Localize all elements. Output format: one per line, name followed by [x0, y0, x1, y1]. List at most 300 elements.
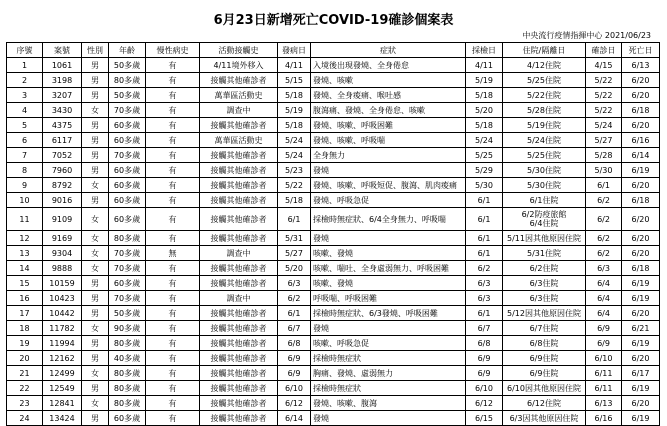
death-date-cell: 6/20 [622, 73, 660, 88]
exposure-history-cell: 接觸其他確診者 [200, 148, 278, 163]
case-number-cell: 12549 [43, 381, 82, 396]
serial-cell: 14 [7, 261, 43, 276]
sex-cell: 女 [82, 396, 109, 411]
onset-date-cell: 5/18 [278, 88, 311, 103]
onset-date-cell: 5/24 [278, 148, 311, 163]
test-date-cell: 6/1 [466, 193, 503, 208]
symptoms-cell: 腹瀉痛、發燒、全身倦怠、咳嗽 [311, 103, 466, 118]
symptoms-cell: 發燒、全身痠痛、喉吐感 [311, 88, 466, 103]
symptoms-cell: 胸痛、發燒、虛弱無力 [311, 366, 466, 381]
death-date-cell: 6/20 [622, 351, 660, 366]
onset-date-cell: 5/18 [278, 193, 311, 208]
age-cell: 60多歲 [109, 208, 146, 231]
symptoms-cell: 全身無力 [311, 148, 466, 163]
age-cell: 80多歲 [109, 381, 146, 396]
serial-cell: 16 [7, 291, 43, 306]
confirmed-date-cell: 4/15 [586, 58, 622, 73]
test-date-cell: 6/7 [466, 321, 503, 336]
table-row [7, 276, 660, 291]
admission-cell: 6/8住院 [503, 336, 586, 351]
admission-cell: 6/2住院 [503, 261, 586, 276]
sex-cell: 男 [82, 381, 109, 396]
admission-cell: 6/9住院 [503, 366, 586, 381]
case-number-cell: 12499 [43, 366, 82, 381]
exposure-history-cell: 萬華區活動史 [200, 88, 278, 103]
confirmed-date-cell: 5/22 [586, 103, 622, 118]
symptoms-cell: 發燒、咳嗽、呼吸困難 [311, 118, 466, 133]
admission-cell: 5/19住院 [503, 118, 586, 133]
age-cell: 80多歲 [109, 366, 146, 381]
exposure-history-cell: 接觸其他確診者 [200, 411, 278, 426]
death-date-cell: 6/18 [622, 261, 660, 276]
death-date-cell: 6/20 [622, 208, 660, 231]
admission-cell: 5/31住院 [503, 246, 586, 261]
admission-cell: 5/12因其他原因住院 [503, 306, 586, 321]
exposure-history-cell: 接觸其他確診者 [200, 321, 278, 336]
chronic-disease-cell: 有 [146, 381, 200, 396]
sex-cell: 男 [82, 58, 109, 73]
test-date-cell: 6/10 [466, 381, 503, 396]
header-cell: 死亡日 [622, 43, 660, 58]
chronic-disease-cell: 有 [146, 88, 200, 103]
serial-cell: 19 [7, 336, 43, 351]
table-row [7, 208, 660, 231]
chronic-disease-cell: 有 [146, 306, 200, 321]
sex-cell: 男 [82, 163, 109, 178]
exposure-history-cell: 接觸其他確診者 [200, 396, 278, 411]
chronic-disease-cell: 有 [146, 231, 200, 246]
death-date-cell: 6/20 [622, 396, 660, 411]
chronic-disease-cell: 有 [146, 336, 200, 351]
header-cell: 確診日 [586, 43, 622, 58]
confirmed-date-cell: 6/2 [586, 208, 622, 231]
confirmed-date-cell: 6/11 [586, 366, 622, 381]
confirmed-date-cell: 6/4 [586, 306, 622, 321]
onset-date-cell: 5/19 [278, 103, 311, 118]
table-row [7, 246, 660, 261]
case-number-cell: 6117 [43, 133, 82, 148]
case-number-cell: 3207 [43, 88, 82, 103]
case-number-cell: 9169 [43, 231, 82, 246]
admission-cell: 5/30住院 [503, 163, 586, 178]
case-number-cell: 10159 [43, 276, 82, 291]
death-date-cell: 6/18 [622, 103, 660, 118]
table-row [7, 261, 660, 276]
serial-cell: 5 [7, 118, 43, 133]
test-date-cell: 6/3 [466, 276, 503, 291]
death-date-cell: 6/19 [622, 276, 660, 291]
death-date-cell: 6/20 [622, 118, 660, 133]
exposure-history-cell: 接觸其他確診者 [200, 381, 278, 396]
table-row [7, 148, 660, 163]
exposure-history-cell: 萬華區活動史 [200, 133, 278, 148]
header-cell: 活動接觸史 [200, 43, 278, 58]
age-cell: 60多歲 [109, 276, 146, 291]
serial-cell: 3 [7, 88, 43, 103]
chronic-disease-cell: 有 [146, 193, 200, 208]
death-date-cell: 6/19 [622, 291, 660, 306]
admission-cell: 5/22住院 [503, 88, 586, 103]
case-number-cell: 11994 [43, 336, 82, 351]
case-number-cell: 3198 [43, 73, 82, 88]
table-row [7, 381, 660, 396]
table-row [7, 118, 660, 133]
chronic-disease-cell: 有 [146, 411, 200, 426]
test-date-cell: 6/1 [466, 246, 503, 261]
case-number-cell: 4375 [43, 118, 82, 133]
symptoms-cell: 發燒 [311, 321, 466, 336]
sex-cell: 女 [82, 231, 109, 246]
confirmed-date-cell: 6/10 [586, 351, 622, 366]
confirmed-date-cell: 6/2 [586, 193, 622, 208]
onset-date-cell: 5/27 [278, 246, 311, 261]
confirmed-date-cell: 6/1 [586, 178, 622, 193]
exposure-history-cell: 4/11境外移入 [200, 58, 278, 73]
age-cell: 50多歲 [109, 88, 146, 103]
sex-cell: 男 [82, 148, 109, 163]
chronic-disease-cell: 有 [146, 396, 200, 411]
header-cell: 發病日 [278, 43, 311, 58]
age-cell: 60多歲 [109, 178, 146, 193]
age-cell: 60多歲 [109, 133, 146, 148]
header-cell: 案號 [43, 43, 82, 58]
table-row [7, 193, 660, 208]
table-row [7, 58, 660, 73]
table-row [7, 411, 660, 426]
confirmed-date-cell: 6/9 [586, 336, 622, 351]
confirmed-date-cell: 6/16 [586, 411, 622, 426]
table-row [7, 306, 660, 321]
death-date-cell: 6/16 [622, 133, 660, 148]
test-date-cell: 6/1 [466, 231, 503, 246]
test-date-cell: 6/1 [466, 306, 503, 321]
confirmed-date-cell: 5/24 [586, 118, 622, 133]
admission-cell: 6/3住院 [503, 276, 586, 291]
exposure-history-cell: 接觸其他確診者 [200, 276, 278, 291]
symptoms-cell: 發燒、呼吸急促 [311, 193, 466, 208]
sex-cell: 女 [82, 178, 109, 193]
symptoms-cell: 發燒 [311, 231, 466, 246]
onset-date-cell: 6/1 [278, 306, 311, 321]
exposure-history-cell: 調查中 [200, 103, 278, 118]
table-row [7, 321, 660, 336]
admission-cell: 6/2防疫旅館 6/4住院 [503, 208, 586, 231]
age-cell: 70多歲 [109, 291, 146, 306]
death-date-cell: 6/18 [622, 193, 660, 208]
age-cell: 80多歲 [109, 336, 146, 351]
sex-cell: 女 [82, 246, 109, 261]
confirmed-date-cell: 6/3 [586, 261, 622, 276]
confirmed-date-cell: 5/22 [586, 88, 622, 103]
onset-date-cell: 6/3 [278, 276, 311, 291]
serial-cell: 20 [7, 351, 43, 366]
death-date-cell: 6/17 [622, 366, 660, 381]
age-cell: 60多歲 [109, 163, 146, 178]
test-date-cell: 6/1 [466, 208, 503, 231]
chronic-disease-cell: 有 [146, 208, 200, 231]
onset-date-cell: 6/7 [278, 321, 311, 336]
admission-cell: 6/1住院 [503, 193, 586, 208]
serial-cell: 6 [7, 133, 43, 148]
serial-cell: 8 [7, 163, 43, 178]
exposure-history-cell: 接觸其他確診者 [200, 306, 278, 321]
serial-cell: 10 [7, 193, 43, 208]
onset-date-cell: 5/18 [278, 118, 311, 133]
onset-date-cell: 5/31 [278, 231, 311, 246]
chronic-disease-cell: 有 [146, 118, 200, 133]
admission-cell: 5/11因其他原因住院 [503, 231, 586, 246]
death-date-cell: 6/20 [622, 88, 660, 103]
chronic-disease-cell: 有 [146, 366, 200, 381]
table-row [7, 351, 660, 366]
serial-cell: 11 [7, 208, 43, 231]
table-row [7, 231, 660, 246]
table-row [7, 396, 660, 411]
onset-date-cell: 5/20 [278, 261, 311, 276]
exposure-history-cell: 接觸其他確診者 [200, 231, 278, 246]
header-cell: 性別 [82, 43, 109, 58]
admission-cell: 4/12住院 [503, 58, 586, 73]
chronic-disease-cell: 有 [146, 73, 200, 88]
exposure-history-cell: 接觸其他確診者 [200, 208, 278, 231]
test-date-cell: 6/3 [466, 291, 503, 306]
death-date-cell: 6/19 [622, 411, 660, 426]
serial-cell: 2 [7, 73, 43, 88]
case-number-cell: 8792 [43, 178, 82, 193]
admission-cell: 6/3因其他原因住院 [503, 411, 586, 426]
symptoms-cell: 咳嗽、發燒 [311, 276, 466, 291]
admission-cell: 5/25住院 [503, 148, 586, 163]
test-date-cell: 5/24 [466, 133, 503, 148]
test-date-cell: 6/2 [466, 261, 503, 276]
case-number-cell: 12162 [43, 351, 82, 366]
serial-cell: 21 [7, 366, 43, 381]
symptoms-cell: 採檢時無症狀 [311, 381, 466, 396]
header-cell: 慢性病史 [146, 43, 200, 58]
table-row [7, 366, 660, 381]
death-date-cell: 6/19 [622, 336, 660, 351]
death-date-cell: 6/20 [622, 231, 660, 246]
exposure-history-cell: 接觸其他確診者 [200, 261, 278, 276]
chronic-disease-cell: 有 [146, 276, 200, 291]
serial-cell: 22 [7, 381, 43, 396]
table-row [7, 133, 660, 148]
test-date-cell: 6/12 [466, 396, 503, 411]
sex-cell: 男 [82, 306, 109, 321]
case-number-cell: 1061 [43, 58, 82, 73]
age-cell: 70多歲 [109, 148, 146, 163]
case-number-cell: 9016 [43, 193, 82, 208]
case-number-cell: 11782 [43, 321, 82, 336]
chronic-disease-cell: 無 [146, 246, 200, 261]
header-cell: 住院/隔離日 [503, 43, 586, 58]
sex-cell: 女 [82, 321, 109, 336]
test-date-cell: 6/9 [466, 366, 503, 381]
header-cell: 年齡 [109, 43, 146, 58]
case-number-cell: 3430 [43, 103, 82, 118]
chronic-disease-cell: 有 [146, 163, 200, 178]
chronic-disease-cell: 有 [146, 291, 200, 306]
confirmed-date-cell: 6/9 [586, 321, 622, 336]
age-cell: 80多歲 [109, 73, 146, 88]
confirmed-date-cell: 5/30 [586, 163, 622, 178]
age-cell: 80多歲 [109, 231, 146, 246]
age-cell: 60多歲 [109, 193, 146, 208]
symptoms-cell: 咳嗽、發燒 [311, 246, 466, 261]
table-row [7, 73, 660, 88]
sex-cell: 男 [82, 118, 109, 133]
onset-date-cell: 6/9 [278, 366, 311, 381]
symptoms-cell: 咳嗽、呼吸急促 [311, 336, 466, 351]
case-number-cell: 10442 [43, 306, 82, 321]
death-date-cell: 6/14 [622, 148, 660, 163]
exposure-history-cell: 接觸其他確診者 [200, 73, 278, 88]
sex-cell: 男 [82, 291, 109, 306]
admission-cell: 6/7住院 [503, 321, 586, 336]
age-cell: 40多歲 [109, 351, 146, 366]
test-date-cell: 5/20 [466, 103, 503, 118]
admission-cell: 6/10因其他原因住院 [503, 381, 586, 396]
test-date-cell: 6/9 [466, 351, 503, 366]
sex-cell: 男 [82, 276, 109, 291]
onset-date-cell: 4/11 [278, 58, 311, 73]
exposure-history-cell: 接觸其他確診者 [200, 351, 278, 366]
admission-cell: 6/3住院 [503, 291, 586, 306]
sex-cell: 男 [82, 411, 109, 426]
confirmed-date-cell: 6/11 [586, 381, 622, 396]
age-cell: 70多歲 [109, 103, 146, 118]
case-number-cell: 7960 [43, 163, 82, 178]
case-number-cell: 12841 [43, 396, 82, 411]
table-row [7, 336, 660, 351]
symptoms-cell: 發燒 [311, 163, 466, 178]
case-number-cell: 9304 [43, 246, 82, 261]
sex-cell: 男 [82, 351, 109, 366]
test-date-cell: 5/30 [466, 178, 503, 193]
serial-cell: 23 [7, 396, 43, 411]
admission-cell: 5/28住院 [503, 103, 586, 118]
age-cell: 70多歲 [109, 261, 146, 276]
symptoms-cell: 呼吸喘、呼吸困難 [311, 291, 466, 306]
confirmed-date-cell: 5/28 [586, 148, 622, 163]
header-cell: 序號 [7, 43, 43, 58]
death-date-cell: 6/13 [622, 58, 660, 73]
onset-date-cell: 6/9 [278, 351, 311, 366]
table-row [7, 88, 660, 103]
exposure-history-cell: 接觸其他確診者 [200, 336, 278, 351]
symptoms-cell: 採檢時無症狀 [311, 351, 466, 366]
exposure-history-cell: 調查中 [200, 246, 278, 261]
chronic-disease-cell: 有 [146, 103, 200, 118]
chronic-disease-cell: 有 [146, 261, 200, 276]
test-date-cell: 6/8 [466, 336, 503, 351]
death-date-cell: 6/19 [622, 163, 660, 178]
serial-cell: 7 [7, 148, 43, 163]
document-title: 6月23日新增死亡COVID-19確診個案表 [213, 13, 454, 28]
symptoms-cell: 發燒、咳嗽、呼吸短促、腹瀉、肌肉痠痛 [311, 178, 466, 193]
test-date-cell: 5/29 [466, 163, 503, 178]
death-date-cell: 6/20 [622, 178, 660, 193]
test-date-cell: 5/19 [466, 73, 503, 88]
age-cell: 80多歲 [109, 396, 146, 411]
exposure-history-cell: 接觸其他確診者 [200, 366, 278, 381]
onset-date-cell: 6/10 [278, 381, 311, 396]
case-number-cell: 13424 [43, 411, 82, 426]
table-row [7, 291, 660, 306]
sex-cell: 男 [82, 88, 109, 103]
age-cell: 50多歲 [109, 306, 146, 321]
serial-cell: 13 [7, 246, 43, 261]
serial-cell: 4 [7, 103, 43, 118]
case-number-cell: 10423 [43, 291, 82, 306]
onset-date-cell: 5/24 [278, 133, 311, 148]
death-date-cell: 6/20 [622, 306, 660, 321]
sex-cell: 女 [82, 261, 109, 276]
death-date-cell: 6/20 [622, 246, 660, 261]
table-row [7, 178, 660, 193]
test-date-cell: 5/18 [466, 118, 503, 133]
serial-cell: 18 [7, 321, 43, 336]
symptoms-cell: 入境後出現發燒、全身倦怠 [311, 58, 466, 73]
death-date-cell: 6/21 [622, 321, 660, 336]
exposure-history-cell: 接觸其他確診者 [200, 193, 278, 208]
table-row [7, 163, 660, 178]
onset-date-cell: 5/15 [278, 73, 311, 88]
symptoms-cell: 採檢時無症狀、6/4全身無力、呼吸喘 [311, 208, 466, 231]
onset-date-cell: 5/23 [278, 163, 311, 178]
case-number-cell: 7052 [43, 148, 82, 163]
symptoms-cell: 發燒 [311, 411, 466, 426]
table-row [7, 103, 660, 118]
onset-date-cell: 5/22 [278, 178, 311, 193]
confirmed-date-cell: 5/27 [586, 133, 622, 148]
admission-cell: 6/12住院 [503, 396, 586, 411]
serial-cell: 9 [7, 178, 43, 193]
header-row [7, 43, 660, 58]
symptoms-cell: 發燒、咳嗽、腹瀉 [311, 396, 466, 411]
confirmed-date-cell: 6/2 [586, 246, 622, 261]
onset-date-cell: 6/8 [278, 336, 311, 351]
onset-date-cell: 6/12 [278, 396, 311, 411]
symptoms-cell: 採檢時無症狀、6/3發燒、呼吸困難 [311, 306, 466, 321]
serial-cell: 24 [7, 411, 43, 426]
confirmed-date-cell: 6/2 [586, 231, 622, 246]
exposure-history-cell: 接觸其他確診者 [200, 118, 278, 133]
confirmed-date-cell: 6/4 [586, 291, 622, 306]
onset-date-cell: 6/1 [278, 208, 311, 231]
onset-date-cell: 6/2 [278, 291, 311, 306]
confirmed-date-cell: 6/4 [586, 276, 622, 291]
onset-date-cell: 6/14 [278, 411, 311, 426]
admission-cell: 5/30住院 [503, 178, 586, 193]
chronic-disease-cell: 有 [146, 321, 200, 336]
death-date-cell: 6/19 [622, 381, 660, 396]
serial-cell: 15 [7, 276, 43, 291]
symptoms-cell: 發燒、咳嗽 [311, 73, 466, 88]
case-number-cell: 9109 [43, 208, 82, 231]
table-body [7, 58, 660, 426]
case-table [6, 42, 660, 426]
sex-cell: 男 [82, 336, 109, 351]
sex-cell: 男 [82, 133, 109, 148]
symptoms-cell: 咳嗽、喘吐、全身虛弱無力、呼吸困難 [311, 261, 466, 276]
case-number-cell: 9888 [43, 261, 82, 276]
admission-cell: 6/9住院 [503, 351, 586, 366]
chronic-disease-cell: 有 [146, 148, 200, 163]
test-date-cell: 5/25 [466, 148, 503, 163]
age-cell: 90多歲 [109, 321, 146, 336]
age-cell: 60多歲 [109, 118, 146, 133]
